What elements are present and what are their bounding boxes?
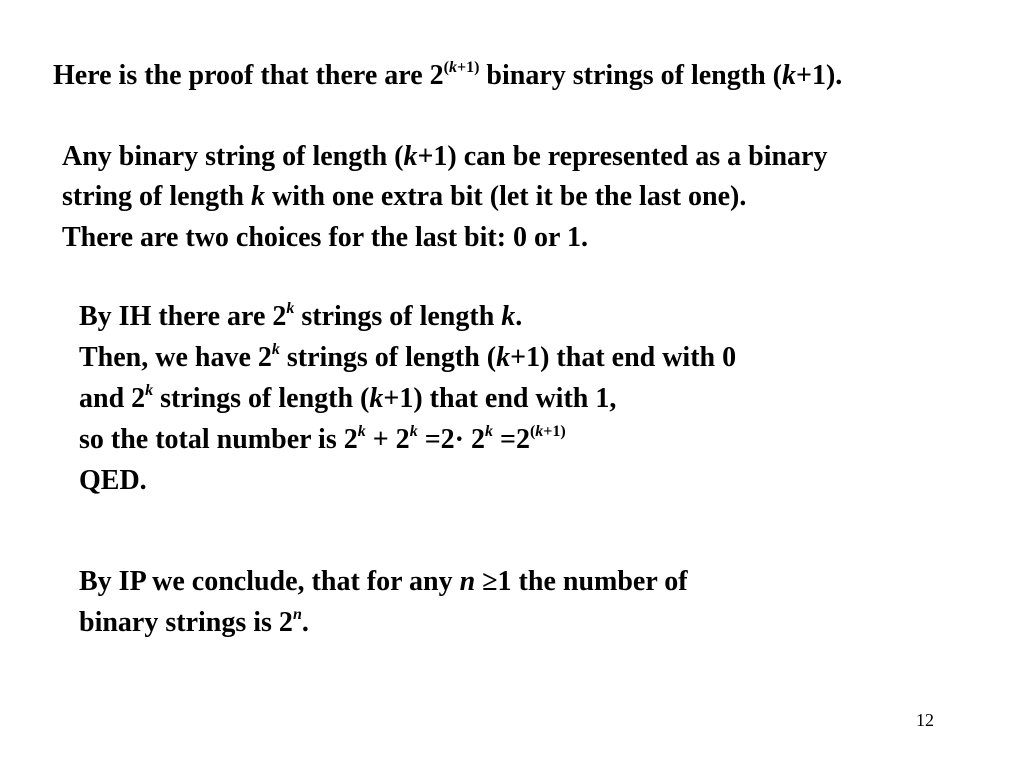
p1-line-3: There are two choices for the last bit: 0 or 1. xyxy=(62,222,588,253)
p2-line-3: and 2$^k$ strings of length (k+1) that end with 1, xyxy=(79,382,617,414)
title-text: Here is the proof that there are 2 xyxy=(53,60,444,91)
p2-line-4: so the total number is $2^k + 2^k =2\cdot 2^k =2^{(k+1)}$ xyxy=(79,423,566,455)
p3-line-1: By IP we conclude, that for any n ≥1 the number of xyxy=(79,566,688,597)
p1-line-2: string of length k with one extra bit (let it be the last one). xyxy=(62,181,747,212)
p1-line-1: Any binary string of length (k+1) can be represented as a binary xyxy=(62,141,828,172)
slide-title: Here is the proof that there are $2^{(k+1)}$ binary strings of length (k+1). xyxy=(53,59,843,91)
p2-line-2: Then, we have 2$^k$ strings of length (k+1) that end with 0 xyxy=(79,341,737,373)
p3-line-2: binary strings is 2$^n$. xyxy=(79,606,309,638)
page-number: 12 xyxy=(916,710,934,730)
p2-line-1: By IH there are 2$^k$ strings of length k. xyxy=(79,300,523,332)
p2-line-5: QED. xyxy=(79,465,147,496)
title-exponent: (k+1) xyxy=(443,59,480,76)
